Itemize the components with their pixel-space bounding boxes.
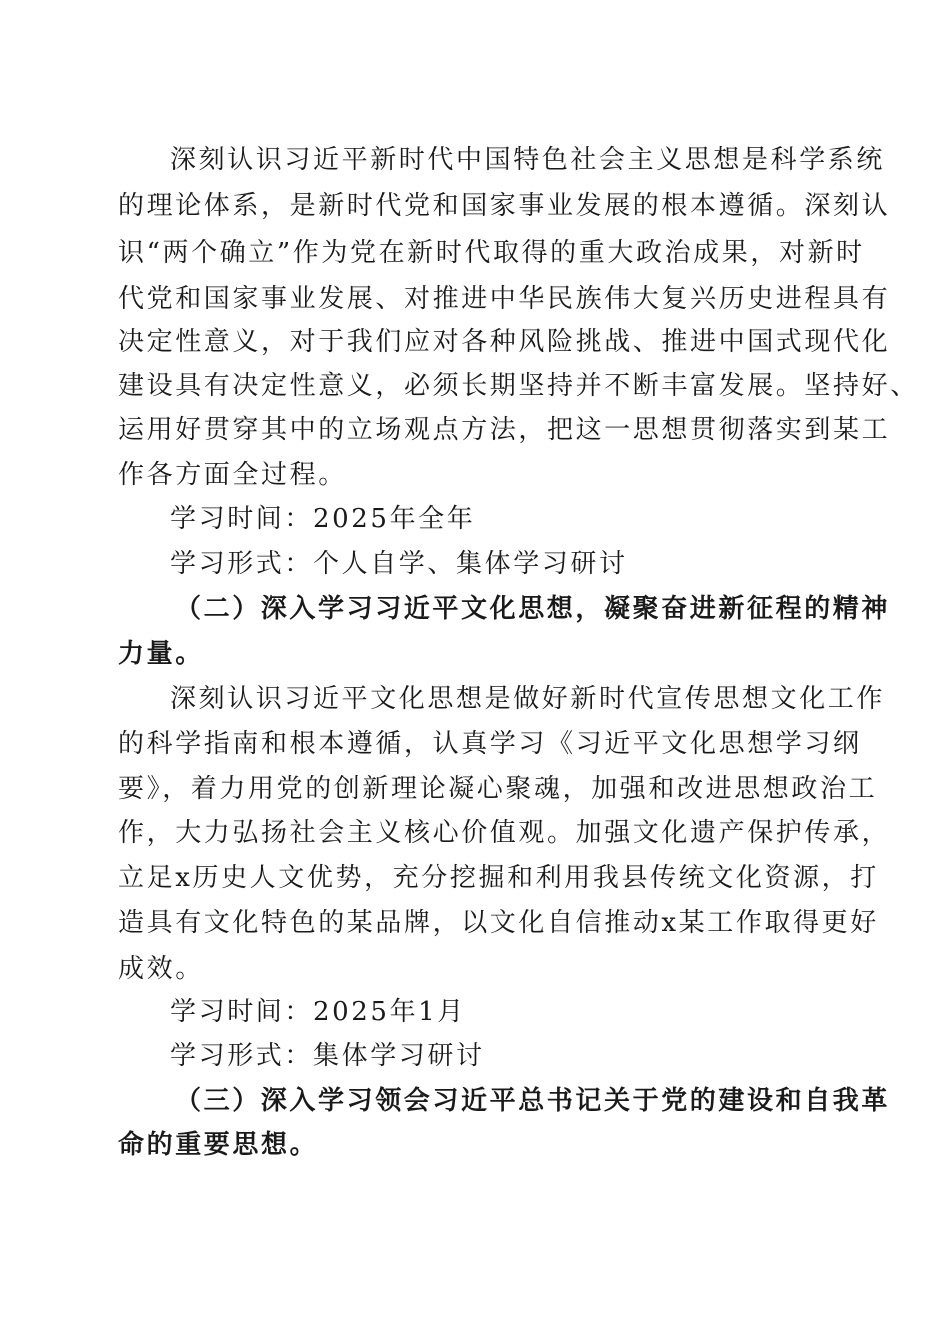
section-heading-cont: 命的重要思想。 xyxy=(118,1130,319,1160)
paragraph-line: 造具有文化特色的某品牌，以文化自信推动x某工作取得更好 xyxy=(118,908,879,938)
section-heading: （三）深入学习领会习近平总书记关于党的建设和自我革 xyxy=(175,1086,891,1116)
paragraph-line: 建设具有决定性意义，必须长期坚持并不断丰富发展。坚持好、 xyxy=(118,371,919,401)
paragraph-line: 深刻认识习近平新时代中国特色社会主义思想是科学系统 xyxy=(170,145,886,175)
paragraph-line: 作，大力弘扬社会主义核心价值观。加强文化遗产保护传承， xyxy=(118,818,891,848)
section-heading-cont: 力量。 xyxy=(118,639,204,669)
study-form: 学习形式：集体学习研讨 xyxy=(170,1041,485,1071)
paragraph-line: 成效。 xyxy=(118,954,204,984)
paragraph-line: 识“两个确立”作为党在新时代取得的重大政治成果，对新时 xyxy=(118,238,865,268)
paragraph-line: 作各方面全过程。 xyxy=(118,460,347,490)
paragraph-line: 运用好贯穿其中的立场观点方法，把这一思想贯彻落实到某工 xyxy=(118,415,891,445)
paragraph-line: 决定性意义，对于我们应对各种风险挑战、推进中国式现代化 xyxy=(118,327,891,357)
paragraph-line: 立足x历史人文优势，充分挖掘和利用我县传统文化资源，打 xyxy=(118,863,879,893)
paragraph-line: 的理论体系，是新时代党和国家事业发展的根本遵循。深刻认 xyxy=(118,191,891,221)
paragraph-line: 深刻认识习近平文化思想是做好新时代宣传思想文化工作 xyxy=(170,684,886,714)
study-time: 学习时间：2025年1月 xyxy=(170,997,466,1027)
paragraph-line: 代党和国家事业发展、对推进中华民族伟大复兴历史进程具有 xyxy=(118,284,891,314)
study-form: 学习形式：个人自学、集体学习研讨 xyxy=(170,549,628,579)
paragraph-line: 的科学指南和根本遵循，认真学习《习近平文化思想学习纲 xyxy=(118,729,862,759)
section-heading: （二）深入学习习近平文化思想，凝聚奋进新征程的精神 xyxy=(175,594,891,624)
paragraph-line: 要》，着力用党的创新理论凝心聚魂，加强和改进思想政治工 xyxy=(118,774,878,804)
study-time: 学习时间：2025年全年 xyxy=(170,504,476,534)
